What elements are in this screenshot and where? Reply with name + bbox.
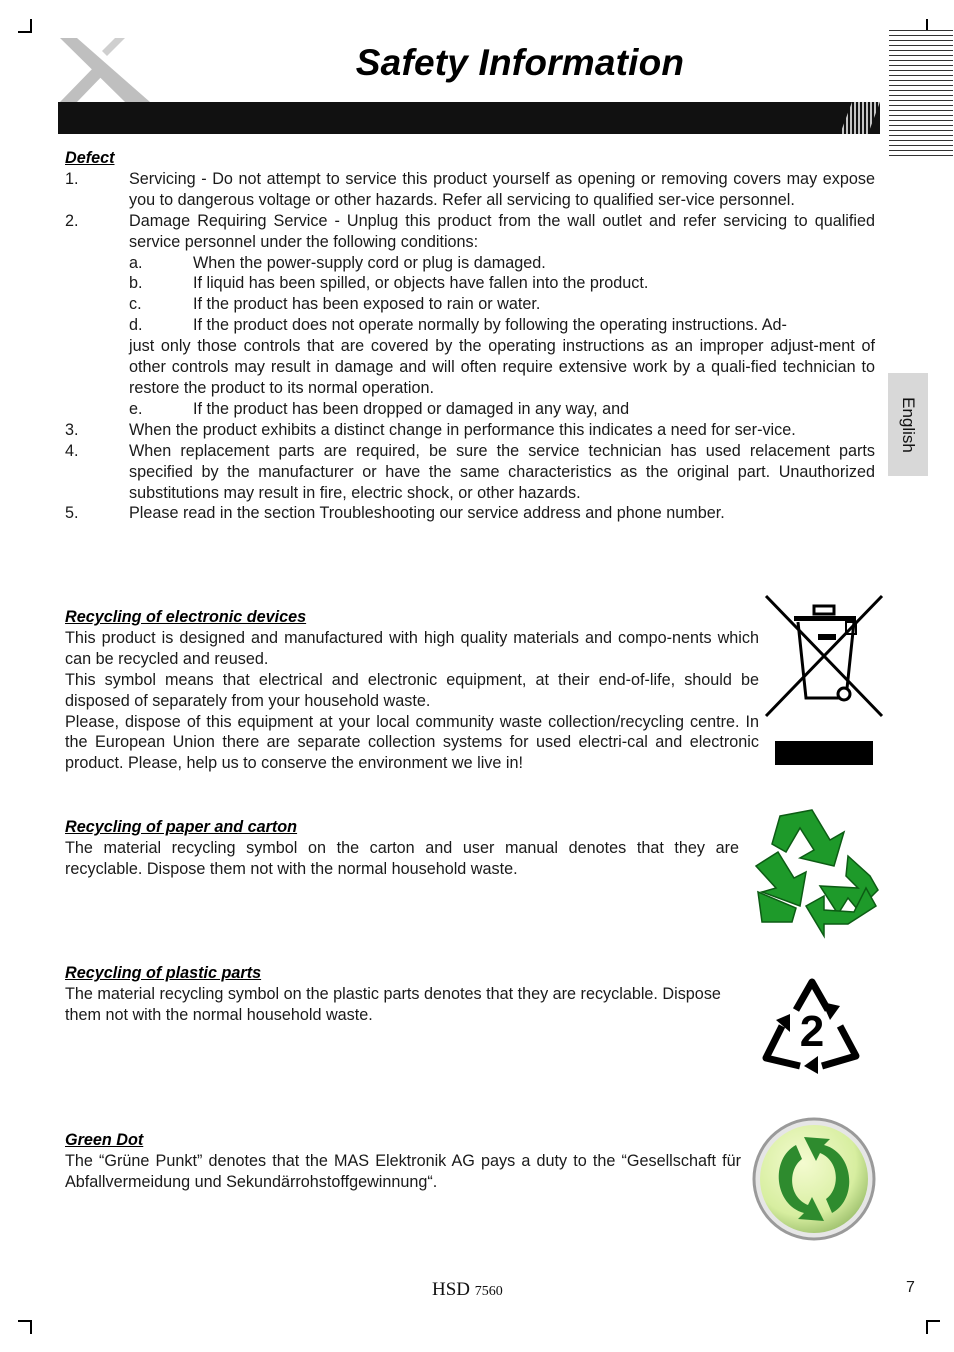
paragraph: The material recycling symbol on the carton and user manual denotes that they are recyclable. Dispose them not with the normal household waste. — [65, 838, 739, 878]
list-text: If the product does not operate normally by following the operating instructions. Ad- — [193, 316, 787, 335]
electronic-heading: Recycling of electronic devices — [65, 608, 307, 626]
page-title: Safety Information — [355, 42, 685, 83]
defect-section — [65, 148, 875, 524]
plastic-recycling-section — [65, 963, 735, 1026]
list-text: When the product exhibits a distinct change in performance this indicates a need for ser-vice. — [129, 420, 796, 439]
paragraph: Please, dispose of this equipment at your local community waste collection/recycling centre. In the European Union there are separate collection systems for used electri-cal and electronic product. Please, help us to conserve the environment we live in! — [65, 712, 759, 773]
list-text: Please read in the section Troubleshooting our service address and phone number. — [129, 504, 725, 523]
defect-heading: Defect — [65, 149, 115, 167]
crop-mark-top-left — [18, 19, 32, 33]
language-tab — [888, 373, 928, 476]
weee-crossed-bin-icon — [764, 594, 884, 766]
list-item — [65, 169, 875, 211]
recycle-arrows-icon — [748, 806, 880, 936]
list-text: When replacement parts are required, be sure the service technician has used relacement parts specified by the manufacturer or have the same characteristics as the original part. Unauthorized substitutions may result in fire, electric shock, or other hazards. — [129, 441, 875, 502]
sub-list-item — [65, 253, 875, 274]
green-dot-icon — [750, 1115, 878, 1243]
paragraph: The “Grüne Punkt” denotes that the MAS Elektronik AG pays a duty to the “Gesellschaft für Abfallvermeidung und Sekundärrohstoffgewinnung“. — [65, 1151, 741, 1191]
model-number: 7560 — [474, 1284, 503, 1299]
list-item — [65, 503, 875, 524]
list-text: If the product has been exposed to rain or water. — [193, 295, 541, 314]
paper-recycling-section — [65, 817, 739, 880]
language-tab-label: English — [899, 396, 918, 453]
sub-list-item — [65, 294, 875, 315]
crop-mark-bottom-left — [18, 1320, 32, 1334]
paragraph: This symbol means that electrical and electronic equipment, at their end-of-life, should be disposed of separately from your household waste. — [65, 670, 759, 710]
sub-list-continuation: just only those controls that are covered by the operating instructions as an improper adjust-ment of other controls may result in damage and will often require extensive work by a quali-fied technician to restore the product to its normal operation. — [129, 337, 875, 397]
paragraph: The material recycling symbol on the plastic parts denotes that they are recyclable. Dispose them not with the normal household waste. — [65, 984, 721, 1024]
electronic-recycling-section — [65, 607, 759, 774]
list-item — [65, 441, 875, 504]
list-number: 1. — [65, 169, 79, 188]
paragraph: This product is designed and manufactured with high quality materials and compo-nents which can be recycled and reused. — [65, 628, 759, 668]
list-number: 5. — [65, 504, 79, 523]
list-letter: a. — [129, 253, 143, 272]
list-text: If the product has been dropped or damaged in any way, and — [193, 399, 630, 418]
list-text: If liquid has been spilled, or objects have fallen into the product. — [193, 274, 649, 293]
plastic-recycle-2-icon — [760, 974, 864, 1074]
list-letter: e. — [129, 399, 143, 418]
list-number: 4. — [65, 441, 79, 460]
page-number: 7 — [906, 1279, 915, 1296]
model-name — [432, 1279, 503, 1301]
paper-heading: Recycling of paper and carton — [65, 818, 298, 836]
list-letter: c. — [129, 295, 142, 314]
list-item — [65, 211, 875, 253]
list-item — [65, 420, 875, 441]
list-letter: b. — [129, 274, 143, 293]
sub-list-item — [65, 273, 875, 294]
list-letter: d. — [129, 316, 143, 335]
crop-mark-bottom-right — [926, 1320, 940, 1334]
list-text: Damage Requiring Service - Unplug this product from the wall outlet and refer servicing to qualified service personnel under the following conditions: — [129, 211, 875, 251]
green-dot-section — [65, 1130, 741, 1193]
sub-list-item — [65, 399, 875, 420]
header-bar — [58, 102, 880, 134]
list-text: Servicing - Do not attempt to service this product yourself as opening or removing covers may expose you to dangerous voltage or other hazards. Refer all servicing to qualified ser-vice personnel. — [129, 169, 875, 209]
decorative-stripes — [889, 30, 953, 158]
list-number: 2. — [65, 211, 79, 230]
list-number: 3. — [65, 420, 79, 439]
plastic-heading: Recycling of plastic parts — [65, 964, 262, 982]
plastic-code: 2 — [799, 1007, 825, 1056]
sub-list-item — [65, 315, 875, 336]
model-main: HSD — [432, 1279, 471, 1300]
list-text: When the power-supply cord or plug is damaged. — [193, 253, 546, 272]
green-dot-heading: Green Dot — [65, 1131, 144, 1149]
